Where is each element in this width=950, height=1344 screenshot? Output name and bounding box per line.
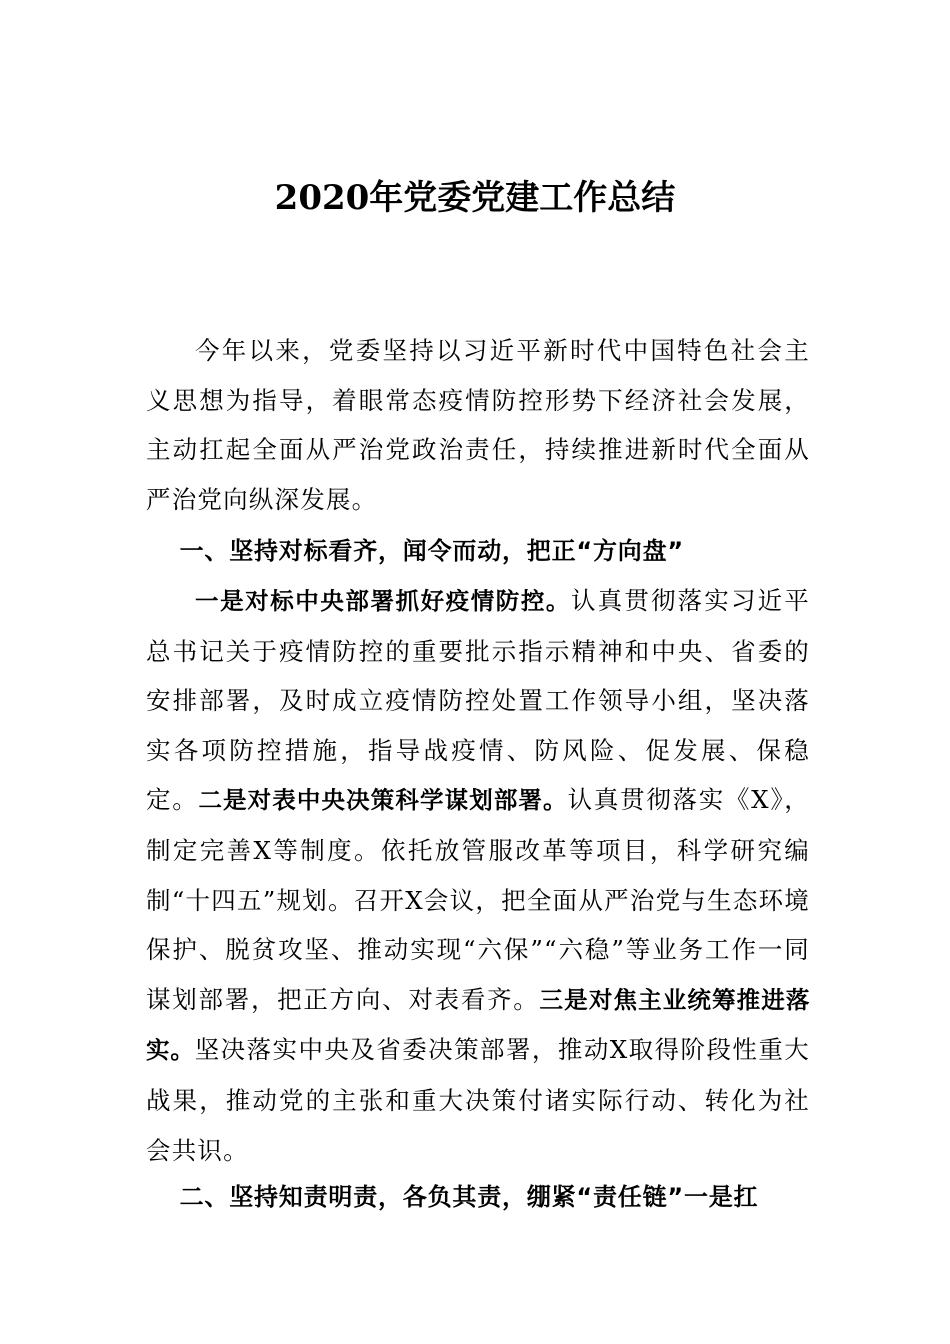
intro-text: 今年以来，党委坚持以习近平新时代中国特色社会主义思想为指导，着眼常态疫情防控形势下经济社会发展，主动扛起全面从严治党政治责任，持续推进新时代全面从严治党向纵深发展。 — [146, 336, 810, 514]
section-2-heading-line — [146, 1173, 810, 1223]
section-2-point-1-lead-start: 一是扛 — [683, 1183, 759, 1211]
section-2-heading-block — [146, 1173, 810, 1223]
point-2-text: 认真贯彻落实《X》，制定完善X等制度。依托放管服改革等项目，科学研究编制“十四五”规划。召开X会议，把全面从严治党与生态环境保护、脱贫攻坚、推动实现“六保”“六稳”等业务工作一同谋划部署，把正方向、对表看齐。 — [146, 785, 810, 1014]
point-1-lead: 一是对标中央部署抓好疫情防控。 — [195, 587, 571, 615]
section-1-heading: 一、坚持对标看齐，闻令而动，把正“方向盘” — [179, 537, 684, 565]
intro-paragraph — [146, 326, 810, 524]
point-2-lead: 二是对表中央决策科学谋划部署。 — [198, 786, 568, 815]
document-title: 2020年党委党建工作总结 — [274, 178, 676, 218]
section-1-heading-block — [146, 527, 810, 577]
point-1-text: 认真贯彻落实习近平总书记关于疫情防控的重要批示指示精神和中央、省委的安排部署，及时成立疫情防控处置工作领导小组，坚决落实各项防控措施，指导战疫情、防风险、促发展、保稳定。 — [146, 586, 811, 815]
section-2-heading: 二、坚持知责明责，各负其责，绷紧“责任链” — [179, 1183, 684, 1211]
point-3-text: 坚决落实中央及省委决策部署，推动X取得阶段性重大战果，推动党的主张和重大决策付诸实际行动、转化为社会共识。 — [146, 1035, 810, 1165]
section-1-paragraph — [146, 576, 810, 1175]
section-1-body — [146, 576, 810, 1175]
point-3-lead: 三是对焦主业统筹推进落实。 — [146, 985, 811, 1065]
